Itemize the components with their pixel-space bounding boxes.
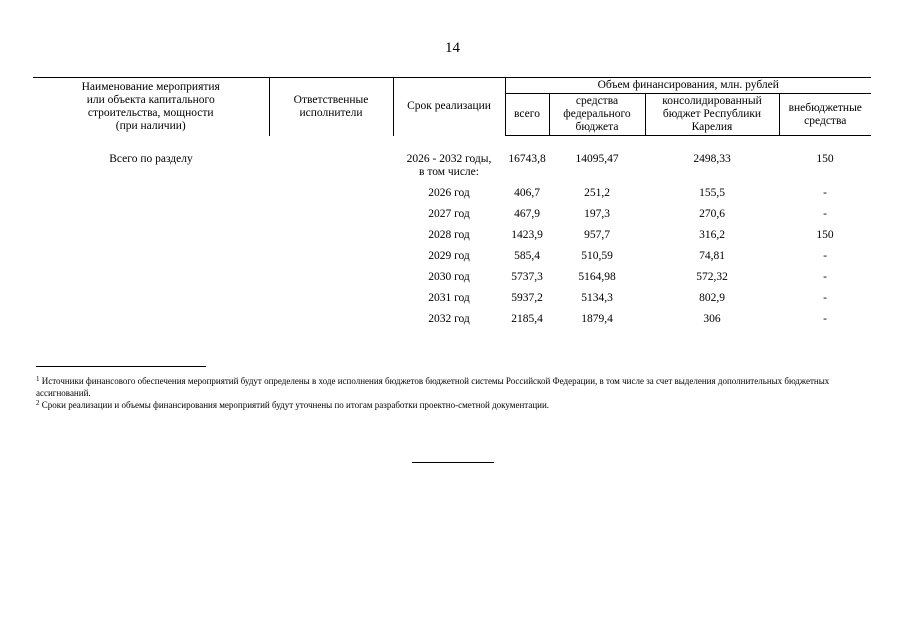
row-consolidated: 270,6 [699,208,725,220]
header-period: Срок реализации [393,78,505,136]
table-row [33,250,871,271]
row-total: 5937,2 [511,292,543,304]
row-total: 467,9 [514,208,540,220]
row-name: Всего по разделу [109,153,193,165]
row-federal: 14095,47 [575,153,619,165]
row-consolidated: 74,81 [699,250,725,262]
footnote-text: Источники финансового обеспечения мероприятий будут определены в ходе исполнения бюджетов бюджетной системы Российской Федерации, в том числе за счет выделения дополнительных бюджетных ассигнований. [36,376,830,398]
row-period: 2031 год [428,292,470,304]
footnotes [36,375,871,411]
row-extrabudget: - [823,271,827,283]
header-extrabudget: внебюджетные средства [779,94,871,136]
end-separator [412,462,494,463]
table-row [33,313,871,334]
row-executors [269,271,393,292]
row-consolidated: 155,5 [699,187,725,199]
table-row [33,229,871,250]
row-total: 2185,4 [511,313,543,325]
row-extrabudget: - [823,250,827,262]
row-consolidated: 2498,33 [693,153,731,165]
row-period: 2030 год [428,271,470,283]
table-row [33,292,871,313]
row-name [33,208,269,229]
row-extrabudget: - [823,313,827,325]
row-consolidated: 306 [703,313,721,325]
row-federal: 1879,4 [581,313,613,325]
row-period: 2028 год [428,229,470,241]
row-total: 5737,3 [511,271,543,283]
row-extrabudget: 150 [816,229,834,241]
row-federal: 251,2 [584,187,610,199]
row-name [33,229,269,250]
table-header [33,78,871,136]
row-name [33,187,269,208]
header-total: всего [505,94,549,136]
table-row [33,208,871,229]
footnote-mark: 2 [36,399,40,407]
footnote [36,375,871,399]
row-federal: 197,3 [584,208,610,220]
table-row [33,150,871,187]
row-executors [269,150,393,187]
row-name [33,313,269,334]
row-federal: 510,59 [581,250,613,262]
table-row [33,271,871,292]
row-federal: 957,7 [584,229,610,241]
row-extrabudget: - [823,208,827,220]
row-extrabudget: - [823,292,827,304]
row-total: 406,7 [514,187,540,199]
row-federal: 5134,3 [581,292,613,304]
row-period: 2029 год [428,250,470,262]
row-extrabudget: - [823,187,827,199]
financing-table [33,77,871,334]
footnote-separator [36,366,206,367]
table-row [33,187,871,208]
header-consolidated: консолидированный бюджет Республики Карелия [645,94,779,136]
row-period: 2026 год [428,187,470,199]
page-number: 14 [445,40,460,56]
row-name [33,292,269,313]
row-executors [269,187,393,208]
header-executors: Ответственные исполнители [269,78,393,136]
row-executors [269,229,393,250]
row-executors [269,313,393,334]
header-federal: средства федерального бюджета [549,94,645,136]
row-name [33,271,269,292]
header-name: Наименование мероприятия или объекта капитального строительства, мощности (при наличии) [33,78,269,136]
row-executors [269,208,393,229]
footnote [36,399,871,411]
row-period: 2032 год [428,313,470,325]
row-consolidated: 802,9 [699,292,725,304]
row-consolidated: 572,32 [696,271,728,283]
row-name [33,250,269,271]
table-body [33,136,871,335]
row-total: 1423,9 [511,229,543,241]
row-total: 585,4 [514,250,540,262]
row-total: 16743,8 [508,153,546,165]
row-executors [269,250,393,271]
row-federal: 5164,98 [578,271,616,283]
row-period: 2026 - 2032 годы, в том числе: [406,153,492,178]
header-funding-group: Объем финансирования, млн. рублей [505,78,871,94]
row-extrabudget: 150 [816,153,834,165]
row-period: 2027 год [428,208,470,220]
footnote-text: Сроки реализации и объемы финансирования мероприятий будут уточнены по итогам разработки проектно-сметной документации. [41,400,550,410]
row-executors [269,292,393,313]
footnote-mark: 1 [36,375,40,383]
row-consolidated: 316,2 [699,229,725,241]
